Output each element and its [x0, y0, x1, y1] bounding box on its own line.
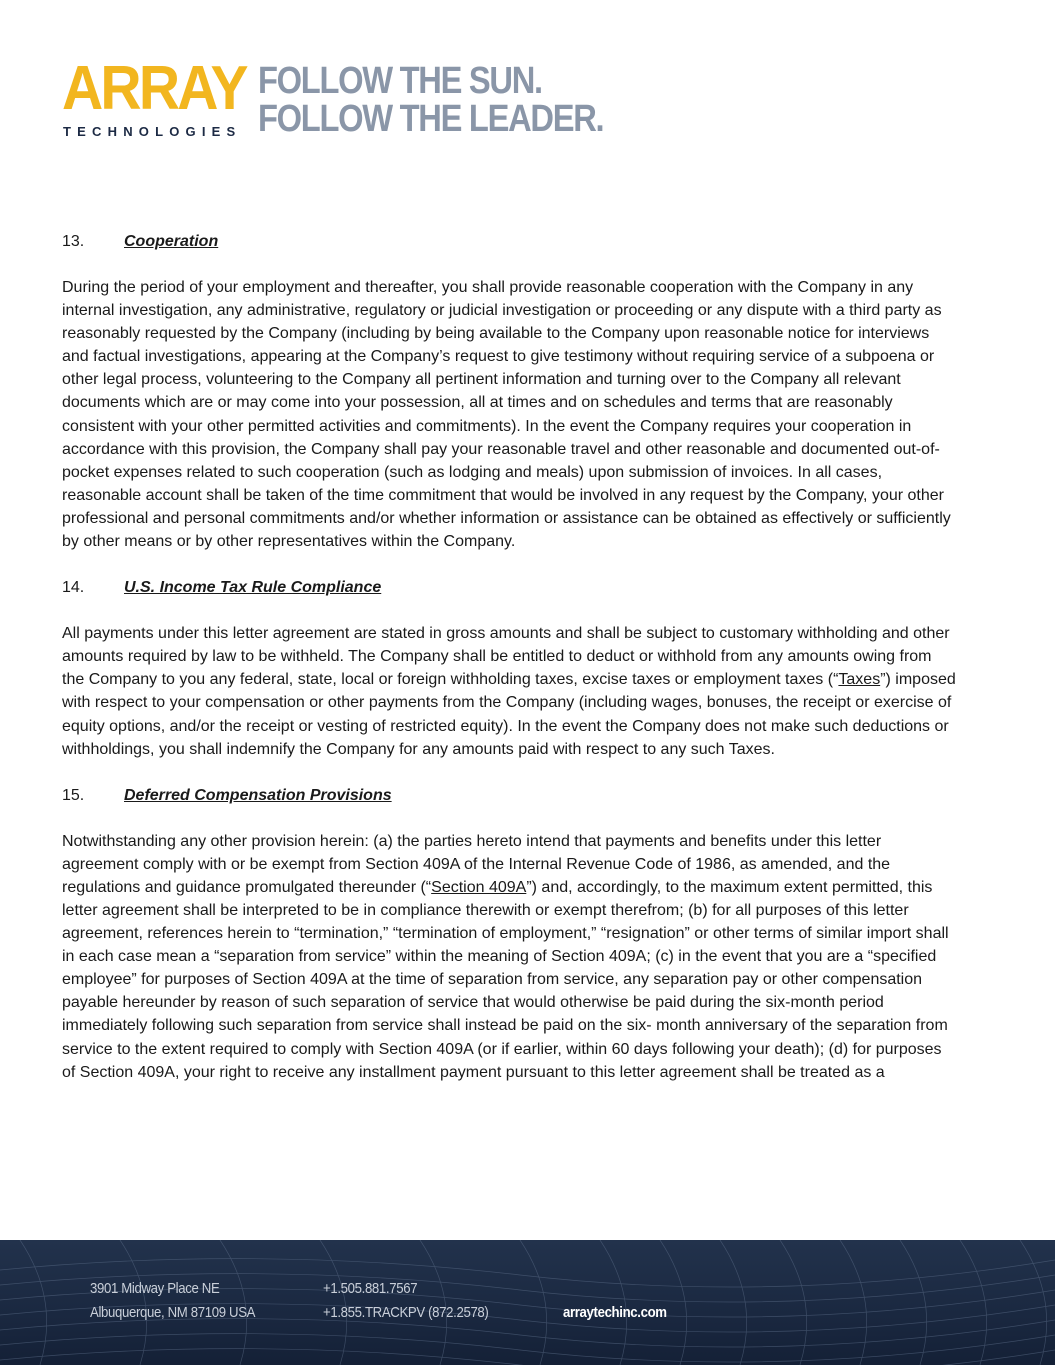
- section-number: 13.: [62, 233, 85, 250]
- paragraph-text: ”) imposed with respect to your compensation or other payments from the Company (including wages, bonuses, the receipt or exercise of equity options, and/or the receipt or vesting of restricted equity). In the event the Company does not make such deductions or withholdings, you shall indemnify the Company for any amounts paid with respect to any such Taxes.: [62, 671, 956, 758]
- section-heading: [62, 784, 957, 807]
- company-logo: ARRAY: [62, 54, 246, 123]
- section-title: Deferred Compensation Provisions: [124, 786, 392, 804]
- section-13: [62, 230, 957, 553]
- section-number: 15.: [62, 786, 85, 804]
- section-heading: [62, 576, 957, 599]
- company-logo-subtitle: TECHNOLOGIES: [63, 124, 242, 139]
- tagline: [258, 62, 603, 138]
- paragraph-text: ”) and, accordingly, to the maximum extent permitted, this letter agreement shall be interpreted to be in compliance therewith or exempt therefrom; (b) for all purposes of this letter agreement, references herein to “termination,” “termination of employment,” “resignation” or other terms of similar import shall in each case mean a “separation from service” within the meaning of Section 409A; (c) in the event that you are a “specified employee” for purposes of Section 409A at the time of separation from service, any separation pay or other compensation payable hereunder by reason of such separation of service that would otherwise be paid during the six-month period immediately following such separation from service shall instead be paid on the six- month anniversary of the separation from service to the extent required to comply with Section 409A (or if earlier, within 60 days following your death); (d) for purposes of Section 409A, your right to receive any installment payment pursuant to this letter agreement shall be treated as a: [62, 878, 949, 1081]
- section-title: Cooperation: [124, 233, 219, 250]
- defined-term: Taxes: [838, 671, 881, 689]
- footer-address-line-1: 3901 Midway Place NE: [90, 1280, 220, 1297]
- tagline-line-1: FOLLOW THE SUN.: [258, 60, 542, 102]
- section-paragraph: [62, 622, 957, 761]
- letter-body: [62, 230, 957, 1107]
- letterhead: [62, 54, 662, 148]
- section-15: [62, 784, 957, 1084]
- footer-phone-2: +1.855.TRACKPV (872.2578): [323, 1304, 489, 1321]
- footer-phone-1: +1.505.881.7567: [323, 1280, 418, 1297]
- footer-website-link[interactable]: arraytechinc.com: [563, 1304, 667, 1321]
- footer-wave-pattern: [0, 1240, 1055, 1365]
- paragraph-text: All payments under this letter agreement are stated in gross amounts and shall be subject to customary withholding and other amounts required by law to be withheld. The Company shall be entitled to deduct or withhold from any amounts owing from the Company to you any federal, state, local or foreign withholding taxes, excise taxes or employment taxes (“: [62, 625, 950, 689]
- section-paragraph: [62, 830, 957, 1084]
- section-title: U.S. Income Tax Rule Compliance: [124, 579, 382, 597]
- defined-term: Section 409A: [431, 878, 527, 896]
- section-heading: [62, 230, 957, 253]
- section-14: [62, 576, 957, 761]
- section-number: 14.: [62, 579, 85, 597]
- paragraph-text: Notwithstanding any other provision herein: (a) the parties hereto intend that payments and benefits under this letter agreement comply with or be exempt from Section 409A of the Internal Revenue Code of 1986, as amended, and the regulations and guidance promulgated thereunder (“: [62, 832, 891, 896]
- section-paragraph: During the period of your employment and thereafter, you shall provide reasonable cooperation with the Company in any internal investigation, any administrative, regulatory or judicial investigation or proceeding or any dispute with a third party as reasonably requested by the Company (including by being available to the Company upon reasonable notice for interviews and factual investigations, appearing at the Company’s request to give testimony without requiring service of a subpoena or other legal process, volunteering to the Company all pertinent information and turning over to the Company all relevant documents which are or may come into your possession, all at times and on schedules and terms that are reasonably consistent with your other permitted activities and commitments). In the event the Company requires your cooperation in accordance with this provision, the Company shall pay your reasonable travel and other reasonable and documented out-of-pocket expenses related to such cooperation (such as lodging and meals) upon submission of invoices. In all cases, reasonable account shall be taken of the time commitment that would be involved in any request by the Company, your other professional and personal commitments and/or whether information or assistance can be obtained as effectively or sufficiently by other means or by other representatives within the Company.: [62, 279, 951, 551]
- footer-address-line-2: Albuquerque, NM 87109 USA: [90, 1304, 256, 1321]
- footer: [0, 1240, 1055, 1365]
- tagline-line-2: FOLLOW THE LEADER.: [258, 98, 604, 140]
